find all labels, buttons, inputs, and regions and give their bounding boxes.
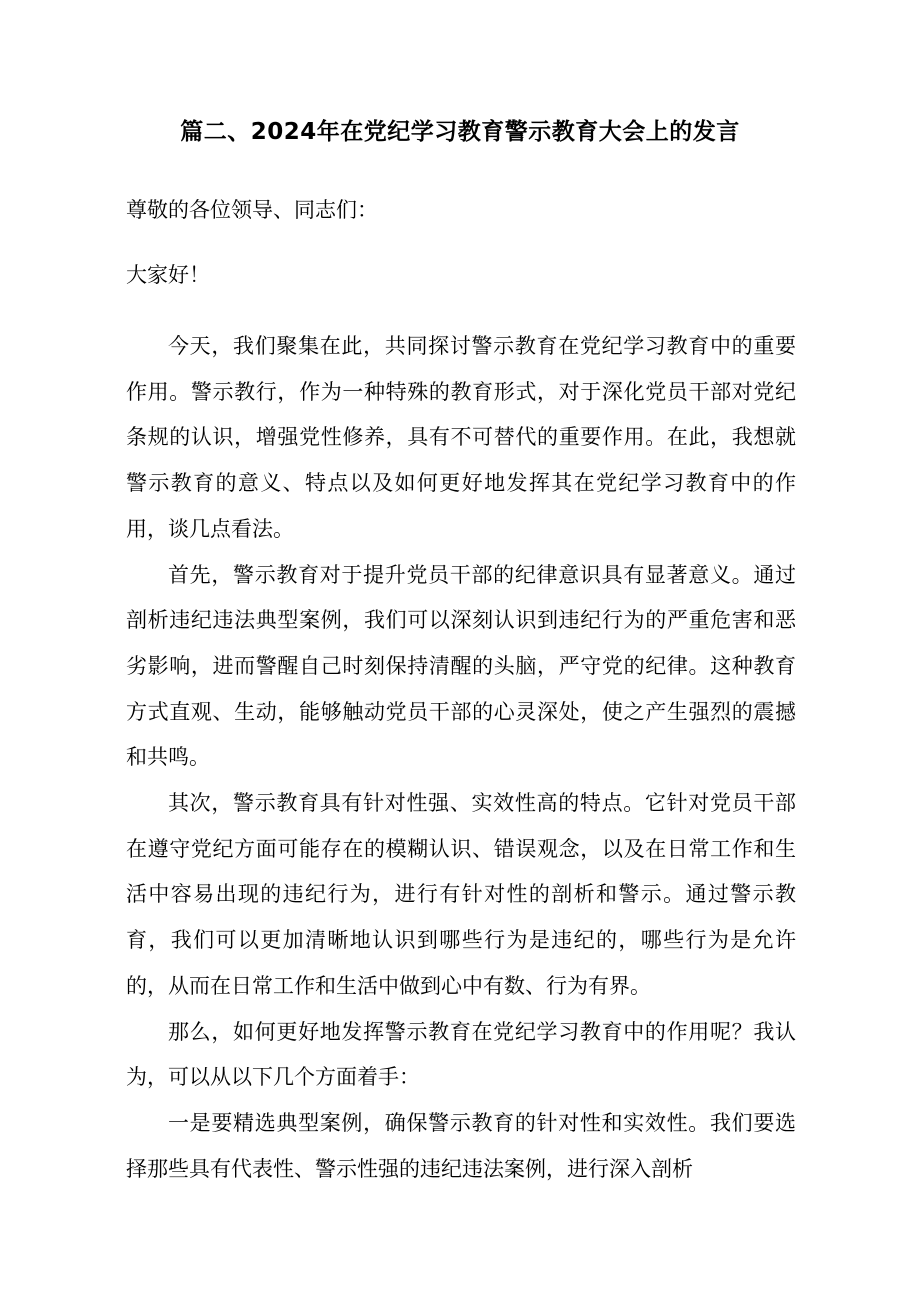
- paragraph: 一是要精选典型案例，确保警示教育的针对性和实效性。我们要选择那些具有代表性、警示性强的违纪违法案例，进行深入剖析: [126, 1110, 796, 1181]
- paragraph: 那么，如何更好地发挥警示教育在党纪学习教育中的作用呢？我认为，可以从以下几个方面着手：: [126, 1019, 796, 1090]
- paragraph: 今天，我们聚集在此，共同探讨警示教育在党纪学习教育中的重要作用。警示教行，作为一种特殊的教育形式，对于深化党员干部对党纪条规的认识，增强党性修养，具有不可替代的重要作用。在此，我想就警示教育的意义、特点以及如何更好地发挥其在党纪学习教育中的作用，谈几点看法。: [126, 334, 796, 541]
- greeting: 大家好！: [126, 263, 210, 287]
- paragraph: 首先，警示教育对于提升党员干部的纪律意识具有显著意义。通过剖析违纪违法典型案例，我们可以深刻认识到违纪行为的严重危害和恶劣影响，进而警醒自己时刻保持清醒的头脑，严守党的纪律。这种教育方式直观、生动，能够触动党员干部的心灵深处，使之产生强烈的震撼和共鸣。: [126, 562, 796, 770]
- document-title: 篇二、2024年在党纪学习教育警示教育大会上的发言: [180, 119, 740, 145]
- salutation: 尊敬的各位领导、同志们：: [126, 198, 378, 222]
- paragraph: 其次，警示教育具有针对性强、实效性高的特点。它针对党员干部在遵守党纪方面可能存在的模糊认识、错误观念，以及在日常工作和生活中容易出现的违纪行为，进行有针对性的剖析和警示。通过警示教育，我们可以更加清晰地认识到哪些行为是违纪的，哪些行为是允许的，从而在日常工作和生活中做到心中有数、行为有界。: [126, 791, 796, 998]
- speech-body: [126, 324, 796, 1192]
